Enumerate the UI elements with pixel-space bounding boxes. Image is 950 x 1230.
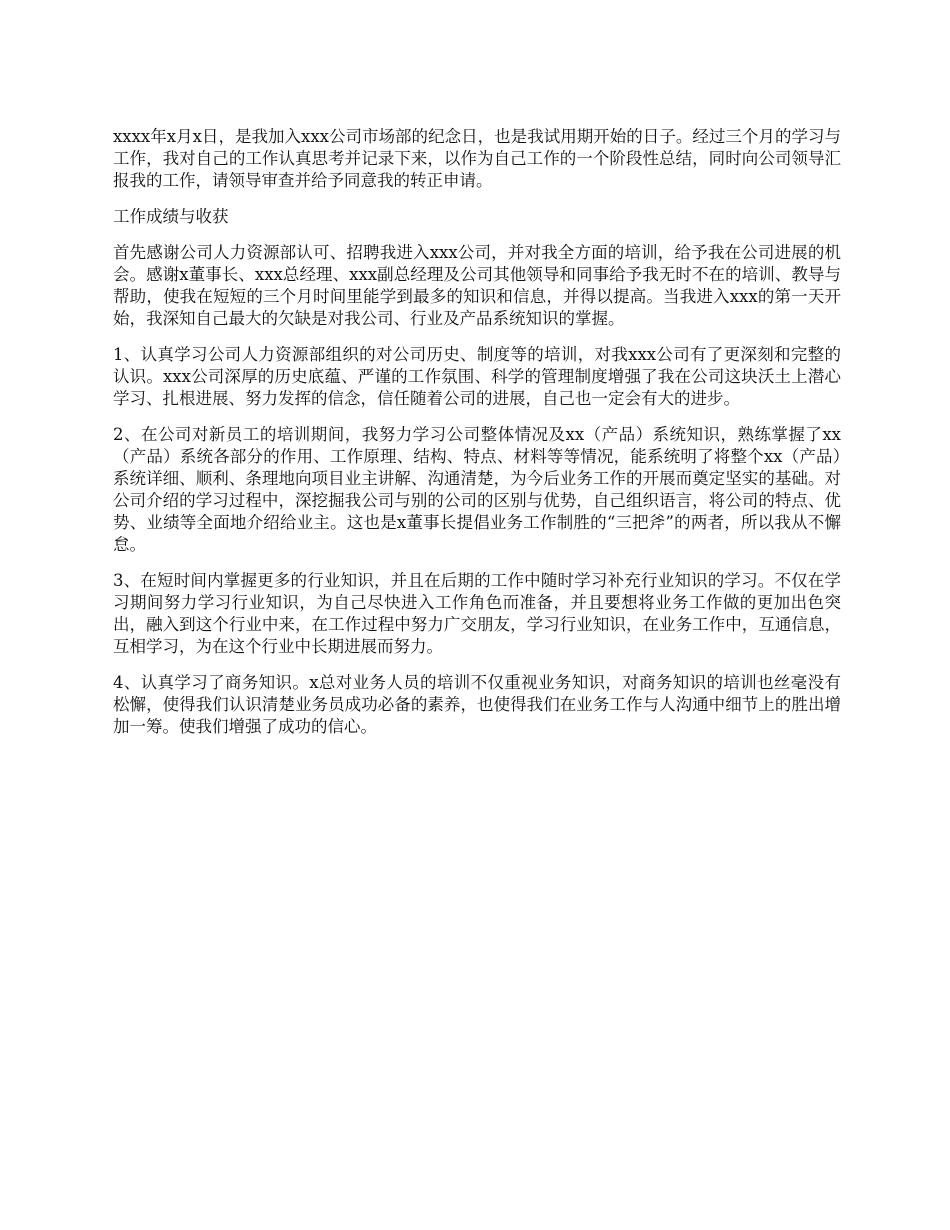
- thanks-paragraph: 首先感谢公司人力资源部认可、招聘我进入xxx公司，并对我全方面的培训，给予我在公司进展的机会。感谢x董事长、xxx总经理、xxx副总经理及公司其他领导和同事给予我无时不在的培训、教导与帮助，使我在短短的三个月时间里能学到最多的知识和信息，并得以提高。当我进入xxx的第一天开始，我深知自己最大的欠缺是对我公司、行业及产品系统知识的掌握。: [113, 243, 841, 328]
- point-4-paragraph: 4、认真学习了商务知识。x总对业务人员的培训不仅重视业务知识，对商务知识的培训也丝毫没有松懈，使得我们认识清楚业务员成功必备的素养，也使得我们在业务工作与人沟通中细节上的胜出增加一筹。使我们增强了成功的信心。: [113, 673, 841, 736]
- section-heading: 工作成绩与收获: [113, 207, 229, 226]
- point-3-paragraph: 3、在短时间内掌握更多的行业知识，并且在后期的工作中随时学习补充行业知识的学习。不仅在学习期间努力学习行业知识，为自己尽快进入工作角色而准备，并且要想将业务工作做的更加出色突出，融入到这个行业中来，在工作过程中努力广交朋友，学习行业知识，在业务工作中，互通信息，互相学习，为在这个行业中长期进展而努力。: [113, 571, 841, 656]
- document-body: [113, 126, 841, 752]
- point-2-paragraph: 2、在公司对新员工的培训期间，我努力学习公司整体情况及xx（产品）系统知识，熟练掌握了xx（产品）系统各部分的作用、工作原理、结构、特点、材料等等情况，能系统明了将整个xx（产品）系统详细、顺利、条理地向项目业主讲解、沟通清楚，为今后业务工作的开展而奠定坚实的基础。对公司介绍的学习过程中，深挖掘我公司与别的公司的区别与优势，自己组织语言，将公司的特点、优势、业绩等全面地介绍给业主。这也是x董事长提倡业务工作制胜的“三把斧”的两者，所以我从不懈怠。: [113, 425, 841, 554]
- point-1-paragraph: 1、认真学习公司人力资源部组织的对公司历史、制度等的培训，对我xxx公司有了更深刻和完整的认识。xxx公司深厚的历史底蕴、严谨的工作氛围、科学的管理制度增强了我在公司这块沃土上潜心学习、扎根进展、努力发挥的信念，信任随着公司的进展，自己也一定会有大的进步。: [113, 345, 841, 408]
- intro-paragraph: xxxx年x月x日，是我加入xxx公司市场部的纪念日，也是我试用期开始的日子。经过三个月的学习与工作，我对自己的工作认真思考并记录下来，以作为自己工作的一个阶段性总结，同时向公司领导汇报我的工作，请领导审查并给予同意我的转正申请。: [113, 127, 841, 190]
